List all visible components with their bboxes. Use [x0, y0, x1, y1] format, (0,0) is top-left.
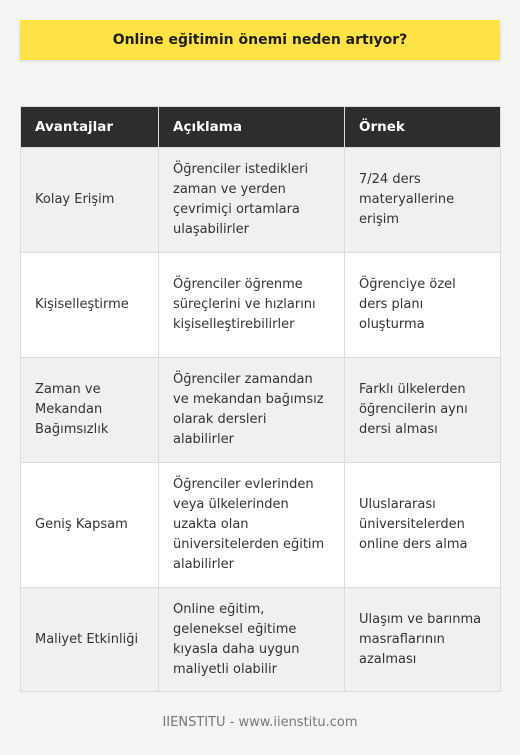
- header-advantages: Avantajlar: [21, 107, 159, 148]
- footer-credit: IIENSTITU - www.iienstitu.com: [162, 715, 358, 730]
- cell-advantage: Maliyet Etkinliği: [21, 588, 159, 692]
- table-header-row: [21, 107, 501, 148]
- cell-example: Uluslararası üniversitelerden online ders alma: [345, 463, 501, 588]
- cell-example: Farklı ülkelerden öğrencilerin aynı dersi alması: [345, 358, 501, 463]
- cell-example: Öğrenciye özel ders planı oluşturma: [345, 253, 501, 358]
- table-row: [21, 253, 501, 358]
- header-description: Açıklama: [159, 107, 345, 148]
- cell-example: Ulaşım ve barınma masraflarının azalması: [345, 588, 501, 692]
- cell-advantage: Kişiselleştirme: [21, 253, 159, 358]
- page-title: Online eğitimin önemi neden artıyor?: [112, 32, 408, 48]
- cell-description: Öğrenciler zamandan ve mekandan bağımsız olarak dersleri alabilirler: [159, 358, 345, 463]
- table-row: [21, 463, 501, 588]
- cell-description: Öğrenciler evlerinden veya ülkelerinden uzakta olan üniversitelerden eğitim alabilirler: [159, 463, 345, 588]
- table-row: [21, 358, 501, 463]
- cell-description: Online eğitim, geleneksel eğitime kıyasla daha uygun maliyetli olabilir: [159, 588, 345, 692]
- table-row: [21, 588, 501, 692]
- cell-advantage: Kolay Erişim: [21, 148, 159, 253]
- advantages-table: [20, 106, 501, 692]
- cell-advantage: Zaman ve Mekandan Bağımsızlık: [21, 358, 159, 463]
- table-row: [21, 148, 501, 253]
- cell-advantage: Geniş Kapsam: [21, 463, 159, 588]
- header-example: Örnek: [345, 107, 501, 148]
- cell-description: Öğrenciler istedikleri zaman ve yerden çevrimiçi ortamlara ulaşabilirler: [159, 148, 345, 253]
- title-banner: [20, 20, 500, 60]
- cell-example: 7/24 ders materyallerine erişim: [345, 148, 501, 253]
- cell-description: Öğrenciler öğrenme süreçlerini ve hızlarını kişiselleştirebilirler: [159, 253, 345, 358]
